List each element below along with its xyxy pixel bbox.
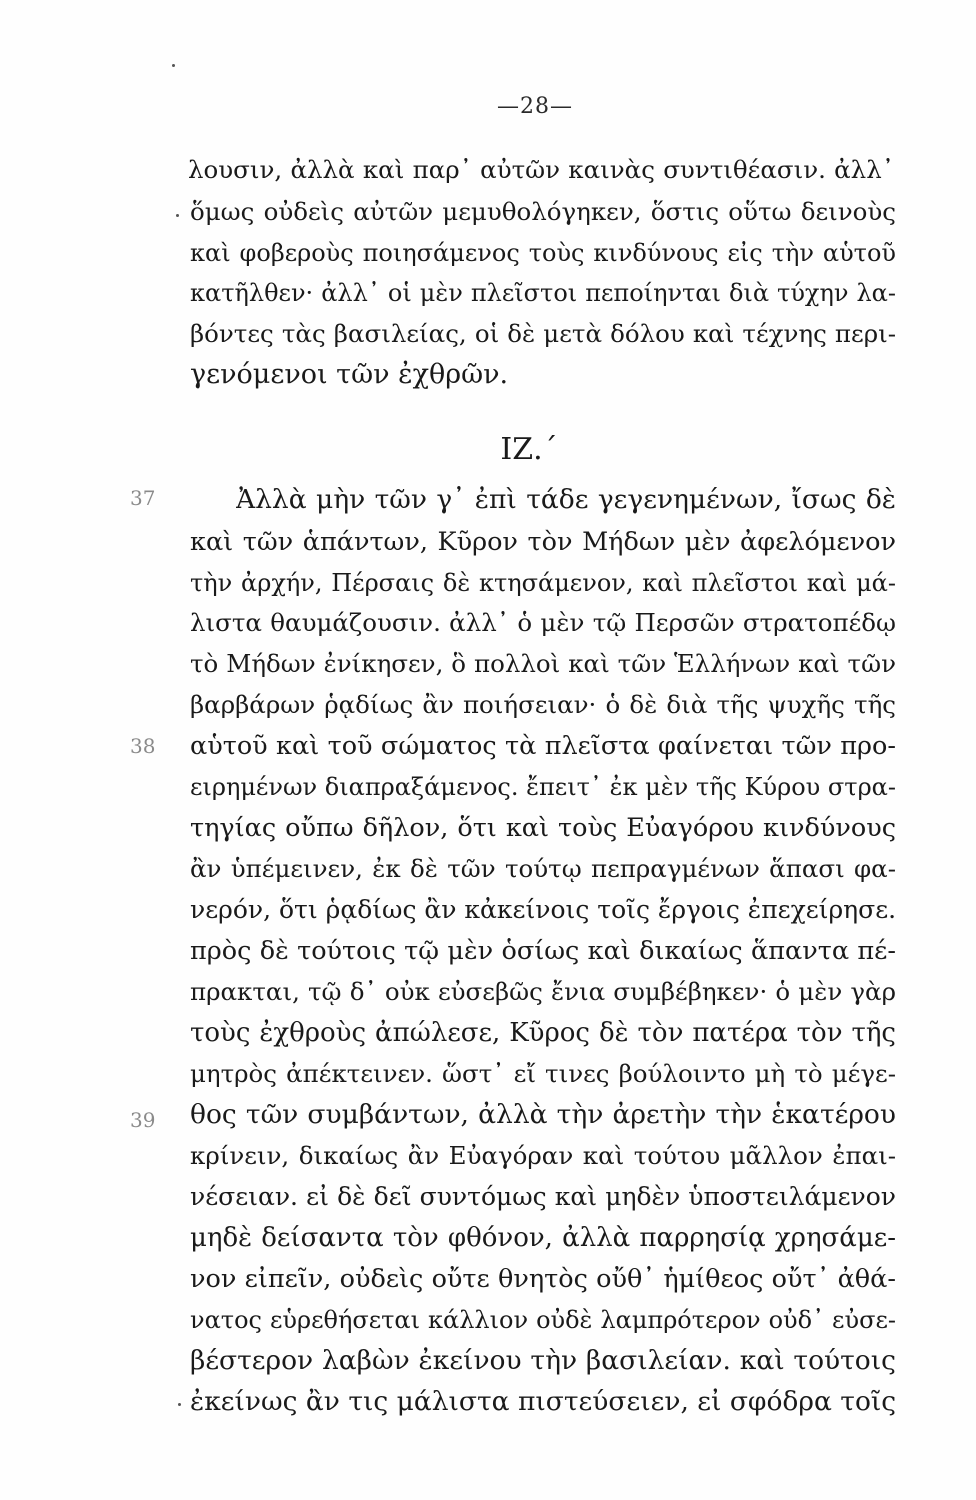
page-number: —28— bbox=[497, 94, 573, 119]
text-line: νερόν, ὅτι ῥᾳδίως ἂν κἀκείνοις τοῖς ἔργοις ἐπεχείρησε. bbox=[190, 895, 896, 924]
text-line: καὶ φοβεροὺς ποιησάμενος τοὺς κινδύνους εἰς τὴν αὑτοῦ bbox=[190, 239, 896, 267]
text-line: καὶ τῶν ἁπάντων, Κῦρον τὸν Μήδων μὲν ἀφελόμενον bbox=[190, 527, 896, 557]
text-line: βόντες τὰς βασιλείας, οἱ δὲ μετὰ δόλου καὶ τέχνης περι- bbox=[190, 319, 896, 348]
text-line: γενόμενοι τῶν ἐχθρῶν. bbox=[190, 359, 509, 390]
text-line: ειρημένων διαπραξάμενος. ἔπειτ᾽ ἐκ μὲν τῆς Κύρου στρα- bbox=[190, 773, 896, 801]
text-line: κατῆλθεν· ἀλλ᾽ οἱ μὲν πλεῖστοι πεποίηνται διὰ τύχην λα- bbox=[190, 279, 896, 307]
text-line: ἂν ὑπέμεινεν, ἐκ δὲ τῶν τούτῳ πεπραγμένων ἅπασι φα- bbox=[190, 854, 896, 883]
text-line: κρίνειν, δικαίως ἂν Εὐαγόραν καὶ τούτου μᾶλλον ἐπαι- bbox=[190, 1141, 896, 1170]
text-line: αὑτοῦ καὶ τοῦ σώματος τὰ πλεῖστα φαίνεται τῶν προ- bbox=[190, 731, 896, 761]
text-line: βαρβάρων ῥᾳδίως ἂν ποιήσειαν· ὁ δὲ διὰ τῆς ψυχῆς τῆς bbox=[190, 690, 896, 719]
text-line: βέστερον λαβὼν ἐκείνου τὴν βασιλείαν. καὶ τούτοις bbox=[190, 1345, 896, 1376]
text-line: τὴν ἀρχήν, Πέρσαις δὲ κτησάμενον, καὶ πλεῖστοι καὶ μά- bbox=[190, 569, 896, 597]
text-line: μητρὸς ἀπέκτεινεν. ὥστ᾽ εἴ τινες βούλοιντο μὴ τὸ μέγε- bbox=[190, 1059, 896, 1088]
text-line: μηδὲ δείσαντα τὸν φθόνον, ἀλλὰ παρρησίᾳ χρησάμε- bbox=[190, 1223, 896, 1253]
text-line: τοὺς ἐχθροὺς ἀπώλεσε, Κῦρος δὲ τὸν πατέρα τὸν τῆς bbox=[190, 1018, 896, 1048]
margin-section-number: 37 bbox=[130, 486, 156, 510]
text-line: ἐκείνως ἂν τις μάλιστα πιστεύσειεν, εἰ σφόδρα τοῖς bbox=[190, 1386, 896, 1417]
text-line: νέσειαν. εἰ δὲ δεῖ συντόμως καὶ μηδὲν ὑποστειλάμενον bbox=[190, 1182, 896, 1211]
text-line: λουσιν, ἀλλὰ καὶ παρ᾽ αὐτῶν καινὰς συντιθέασιν. ἀλλ᾽ bbox=[188, 155, 894, 184]
text-line: νον εἰπεῖν, οὐδεὶς οὔτε θνητὸς οὔθ᾽ ἡμίθεος οὔτ᾽ ἀθά- bbox=[190, 1264, 896, 1294]
section-heading: ΙΖ.΄ bbox=[500, 432, 558, 467]
scan-speck bbox=[176, 214, 179, 217]
text-line: ὅμως οὐδεὶς αὐτῶν μεμυθολόγηκεν, ὅστις οὕτω δεινοὺς bbox=[190, 197, 896, 226]
scan-speck bbox=[178, 1403, 181, 1406]
text-line: τηγίας οὔπω δῆλον, ὅτι καὶ τοὺς Εὐαγόρου κινδύνους bbox=[190, 813, 896, 843]
text-line: πρὸς δὲ τούτοις τῷ μὲν ὁσίως καὶ δικαίως ἅπαντα πέ- bbox=[190, 936, 896, 966]
text-line: θος τῶν συμβάντων, ἀλλὰ τὴν ἀρετὴν τὴν ἑκατέρου bbox=[190, 1099, 896, 1130]
text-line: Ἀλλὰ μὴν τῶν γ᾽ ἐπὶ τάδε γεγενημένων, ἴσως δὲ bbox=[236, 484, 896, 515]
margin-section-number: 38 bbox=[130, 734, 156, 758]
scan-speck bbox=[172, 64, 175, 67]
text-line: λιστα θαυμάζουσιν. ἀλλ᾽ ὁ μὲν τῷ Περσῶν στρατοπέδῳ bbox=[190, 608, 896, 637]
margin-section-number: 39 bbox=[130, 1108, 156, 1132]
text-line: τὸ Μήδων ἐνίκησεν, ὃ πολλοὶ καὶ τῶν Ἑλλήνων καὶ τῶν bbox=[190, 649, 896, 678]
text-line: νατος εὑρεθήσεται κάλλιον οὐδὲ λαμπρότερον οὐδ᾽ εὐσε- bbox=[190, 1306, 896, 1334]
text-line: πρακται, τῷ δ᾽ οὐκ εὐσεβῶς ἔνια συμβέβηκεν· ὁ μὲν γὰρ bbox=[190, 977, 896, 1006]
